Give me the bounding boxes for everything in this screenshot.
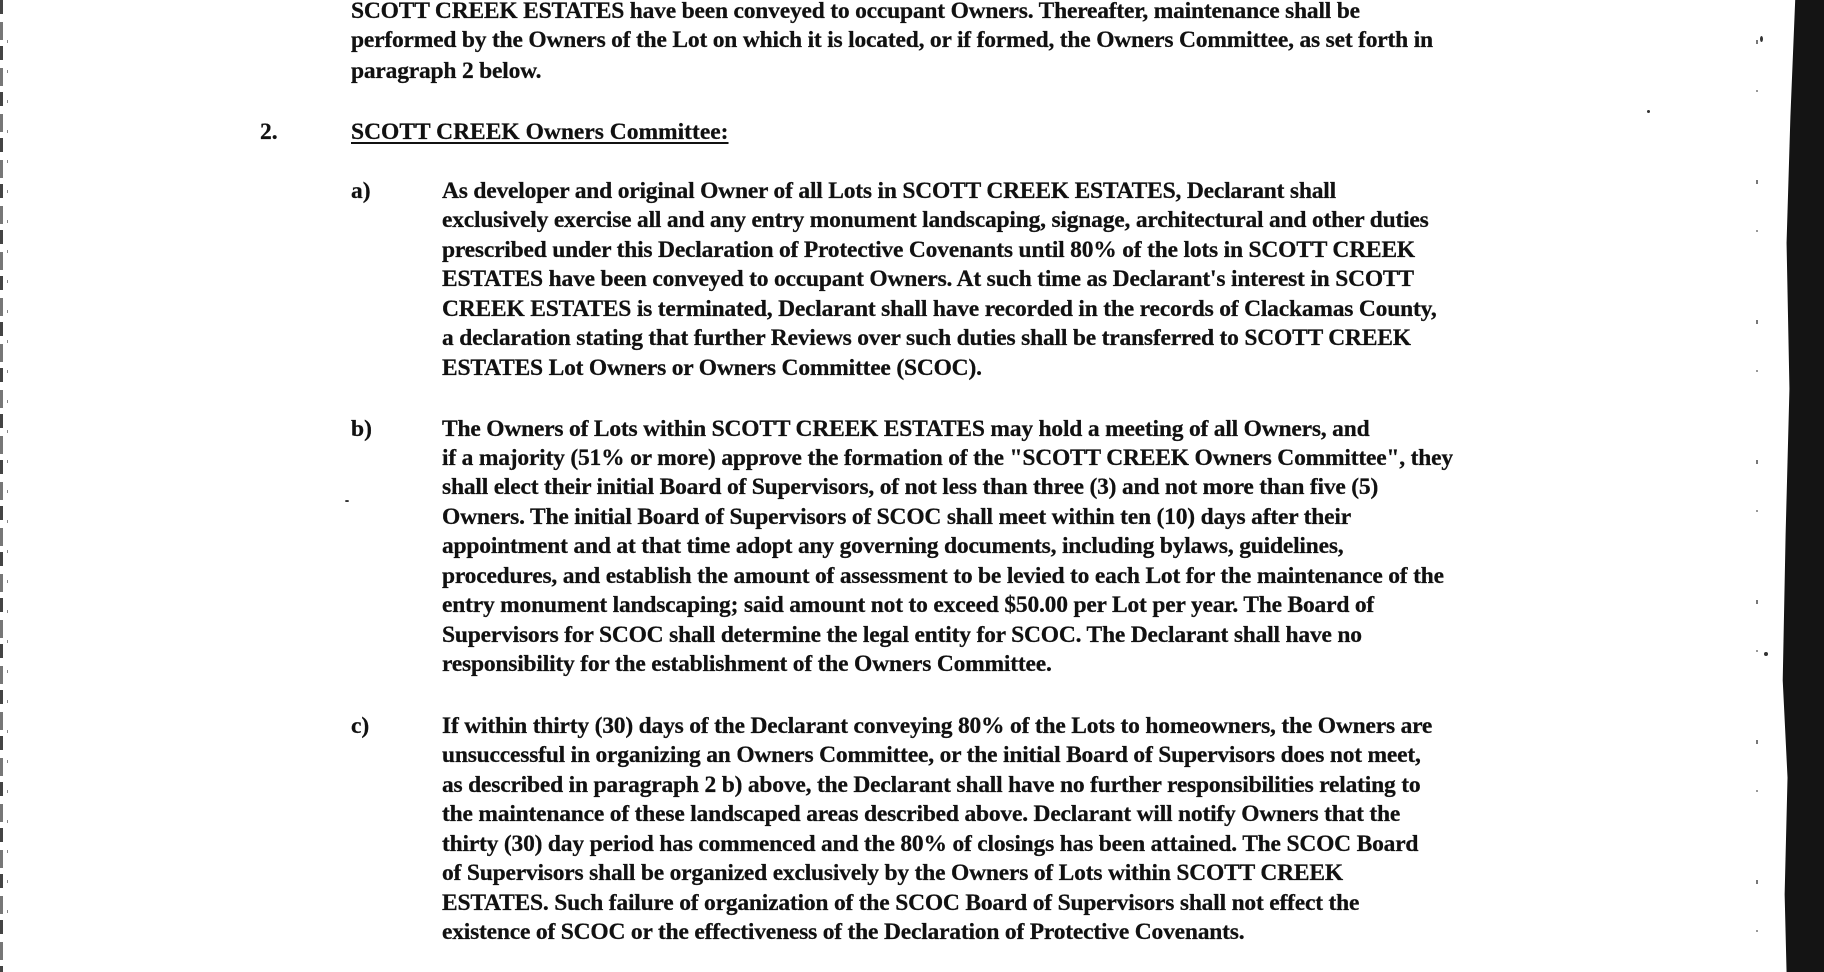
scan-speck xyxy=(1647,110,1650,113)
paragraph-a-line: ESTATES have been conveyed to occupant Owners. At such time as Declarant's interest in SCOTT xyxy=(442,266,1414,292)
paragraph-a-line: CREEK ESTATES is terminated, Declarant shall have recorded in the records of Clackamas County, xyxy=(442,296,1437,322)
paragraph-marker-a: a) xyxy=(351,178,371,204)
paragraph-c-line: existence of SCOC or the effectiveness of the Declaration of Protective Covenants. xyxy=(442,919,1245,945)
paragraph-a-line: a declaration stating that further Reviews over such duties shall be transferred to SCOTT CREEK xyxy=(442,325,1411,351)
intro-line: paragraph 2 below. xyxy=(351,58,542,84)
paragraph-c-line: as described in paragraph 2 b) above, the Declarant shall have no further responsibilities relating to xyxy=(442,772,1421,798)
paragraph-b-line: procedures, and establish the amount of assessment to be levied to each Lot for the maintenance of the xyxy=(442,563,1444,589)
scan-right-edge-dots xyxy=(1756,0,1758,972)
paragraph-b-line: entry monument landscaping; said amount not to exceed $50.00 per Lot per year. The Board of xyxy=(442,592,1375,618)
intro-line: performed by the Owners of the Lot on which it is located, or if formed, the Owners Committee, as set forth in xyxy=(351,27,1433,53)
paragraph-b-line: Supervisors for SCOC shall determine the legal entity for SCOC. The Declarant shall have no xyxy=(442,622,1362,648)
paragraph-a-line: exclusively exercise all and any entry monument landscaping, signage, architectural and other duties xyxy=(442,207,1429,233)
paragraph-c-line: thirty (30) day period has commenced and the 80% of closings has been attained. The SCOC Board xyxy=(442,831,1419,857)
paragraph-b-line: The Owners of Lots within SCOTT CREEK ESTATES may hold a meeting of all Owners, and xyxy=(442,416,1370,442)
paragraph-b-line: if a majority (51% or more) approve the formation of the "SCOTT CREEK Owners Committee", they xyxy=(442,445,1453,471)
paragraph-b-line: Owners. The initial Board of Supervisors of SCOC shall meet within ten (10) days after their xyxy=(442,504,1351,530)
paragraph-c-line: the maintenance of these landscaped areas described above. Declarant will notify Owners that the xyxy=(442,801,1401,827)
paragraph-marker-b: b) xyxy=(351,416,372,442)
scan-left-edge-artifact xyxy=(0,0,3,972)
paragraph-b-line: responsibility for the establishment of the Owners Committee. xyxy=(442,651,1052,677)
scan-speck xyxy=(1764,652,1768,656)
scan-right-edge-shadow xyxy=(1776,0,1824,972)
paragraph-b-line: shall elect their initial Board of Supervisors, of not less than three (3) and not more than five (5) xyxy=(442,474,1379,500)
intro-line: SCOTT CREEK ESTATES have been conveyed to occupant Owners. Thereafter, maintenance shall be xyxy=(351,0,1360,24)
paragraph-a-line: prescribed under this Declaration of Protective Covenants until 80% of the lots in SCOTT CREEK xyxy=(442,237,1415,263)
scan-left-edge-artifact-inner xyxy=(7,40,8,940)
section-number: 2. xyxy=(260,119,278,145)
paragraph-c-line: unsuccessful in organizing an Owners Committee, or the initial Board of Supervisors does not meet, xyxy=(442,742,1421,768)
paragraph-c-line: ESTATES. Such failure of organization of the SCOC Board of Supervisors shall not effect the xyxy=(442,890,1360,916)
paragraph-a-line: As developer and original Owner of all Lots in SCOTT CREEK ESTATES, Declarant shall xyxy=(442,178,1336,204)
paragraph-marker-c: c) xyxy=(351,713,370,739)
paragraph-c-line: of Supervisors shall be organized exclusively by the Owners of Lots within SCOTT CREEK xyxy=(442,860,1343,886)
paragraph-b-line: appointment and at that time adopt any governing documents, including bylaws, guidelines, xyxy=(442,533,1344,559)
section-heading: SCOTT CREEK Owners Committee: xyxy=(351,119,729,145)
scan-speck xyxy=(345,500,349,502)
scan-speck xyxy=(1760,36,1763,42)
paragraph-c-line: If within thirty (30) days of the Declarant conveying 80% of the Lots to homeowners, the Owners are xyxy=(442,713,1433,739)
paragraph-a-line: ESTATES Lot Owners or Owners Committee (SCOC). xyxy=(442,355,982,381)
